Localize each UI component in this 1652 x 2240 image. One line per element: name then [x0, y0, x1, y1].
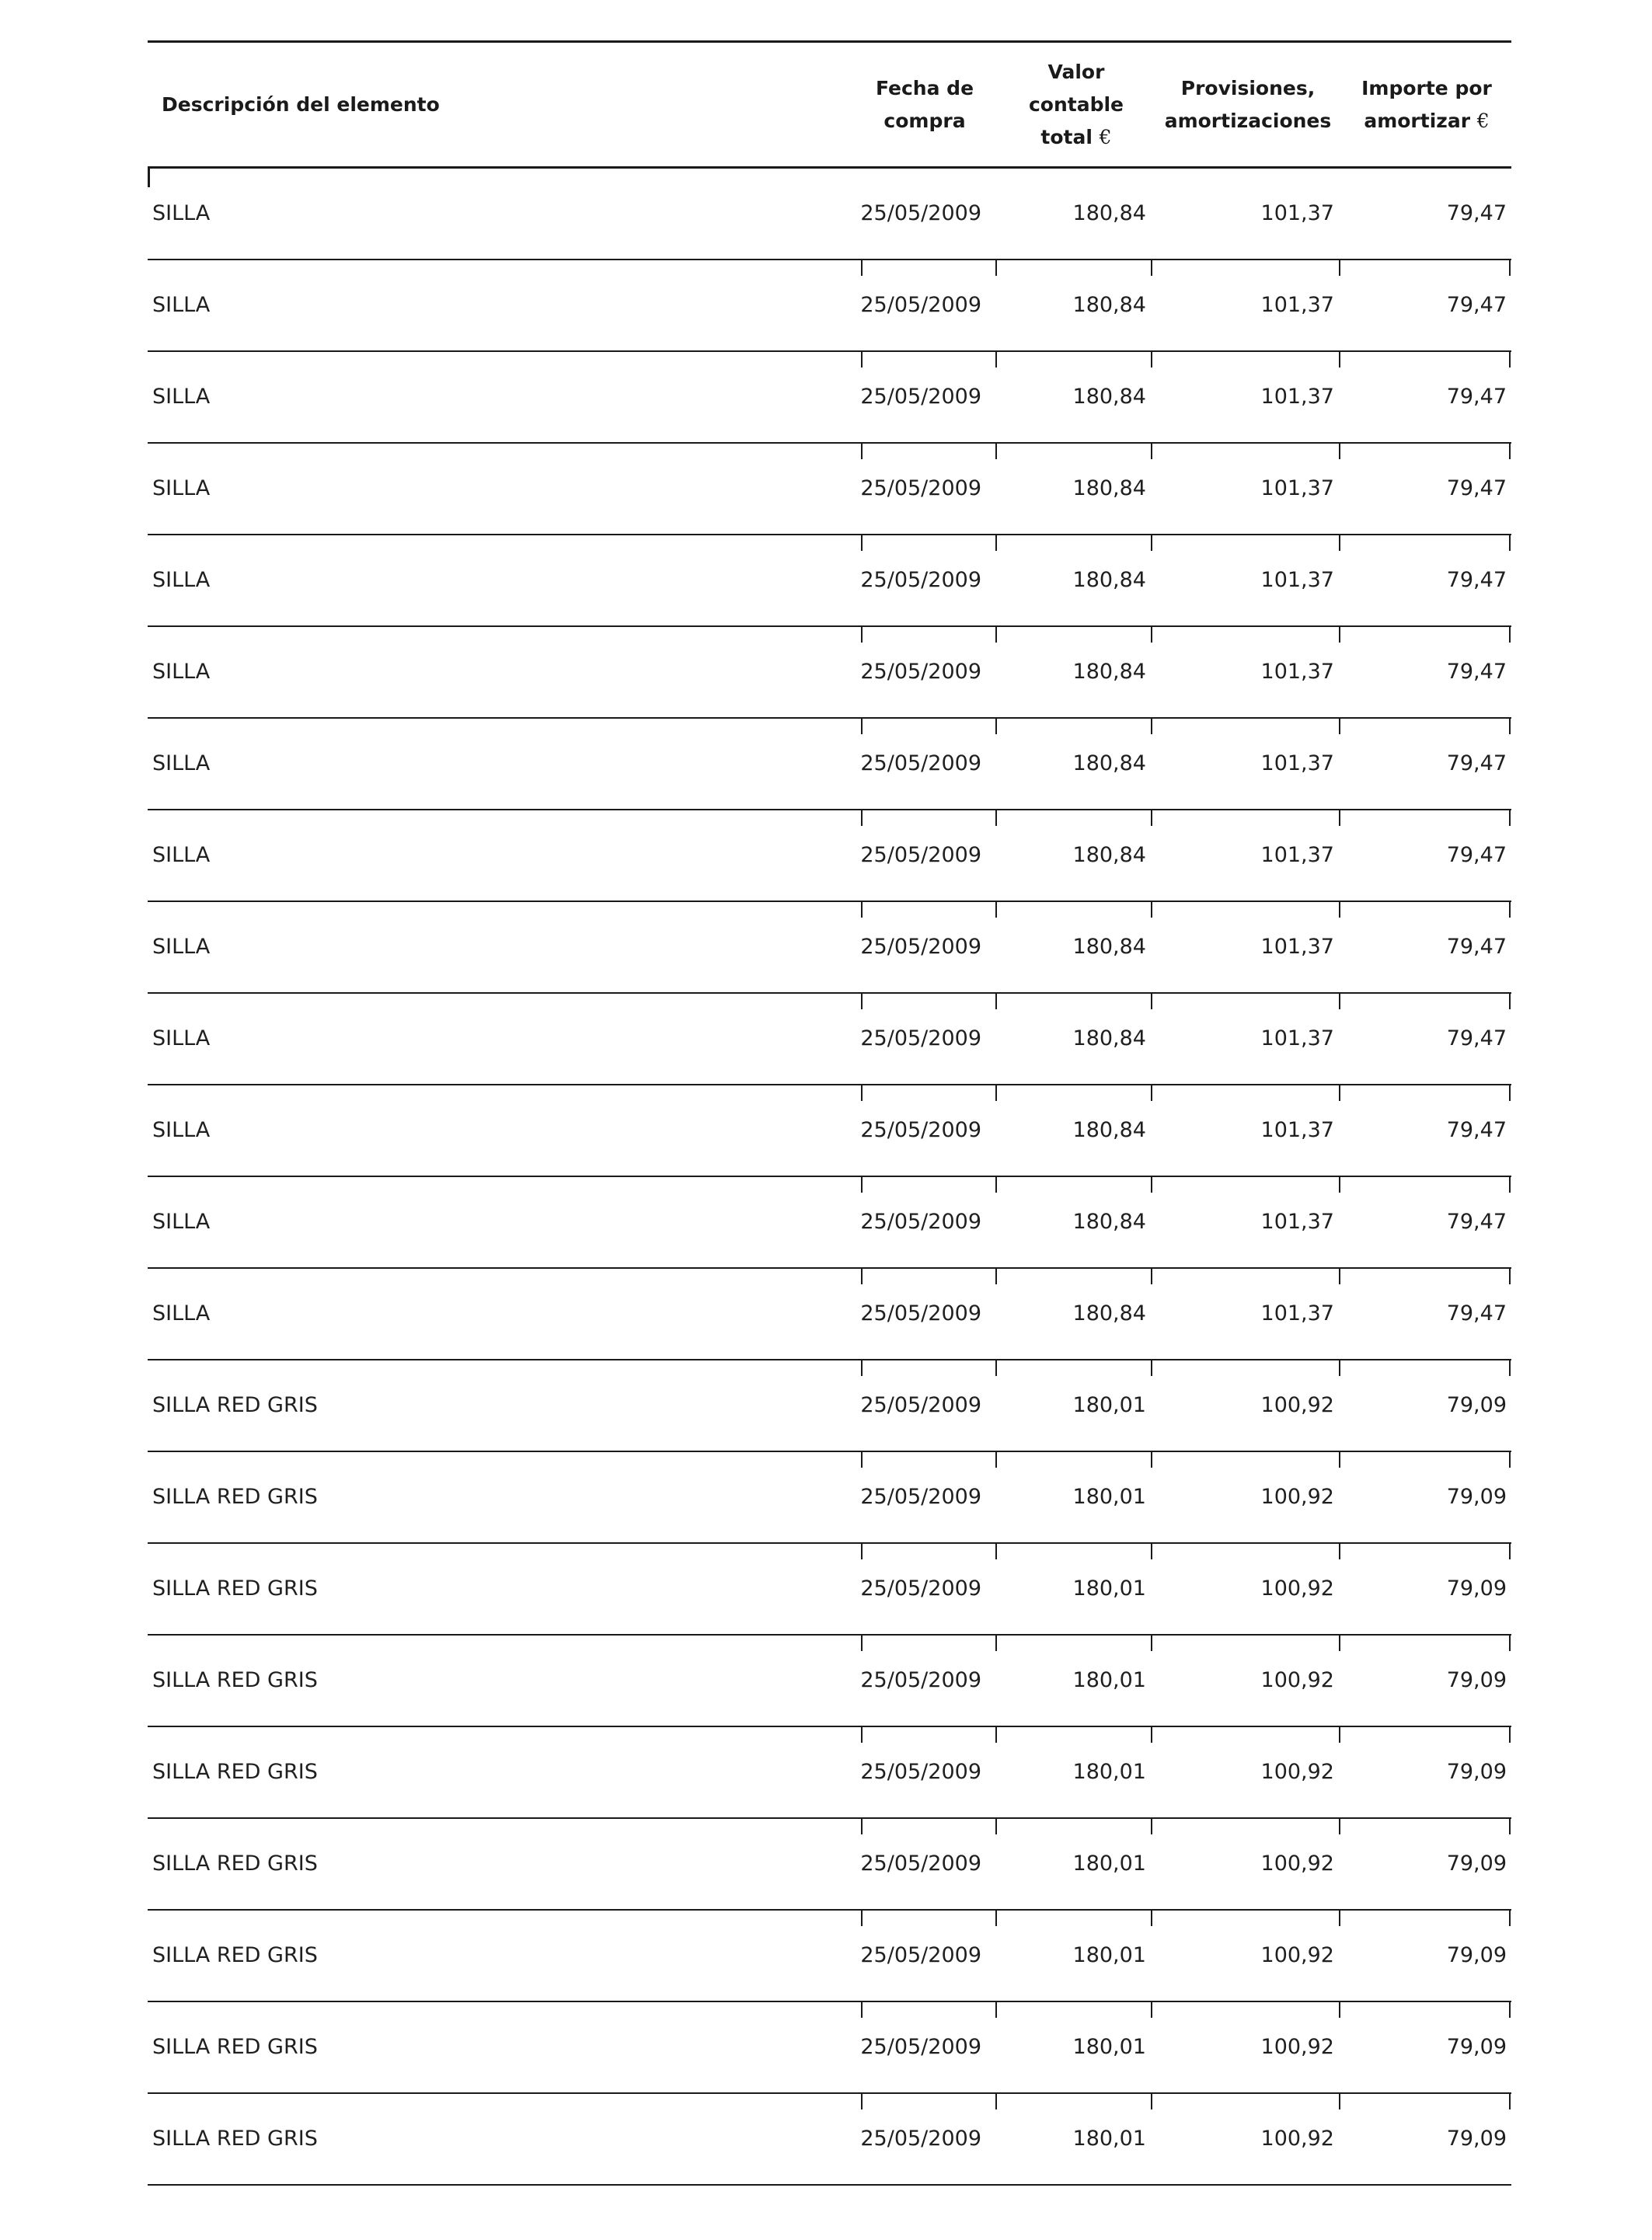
cell-importe-amortizar: 79,47 — [1446, 293, 1507, 317]
cell-fecha-compra: 25/05/2009 — [860, 1210, 981, 1234]
table-row — [148, 994, 1511, 1085]
column-tick-mark — [1151, 1911, 1152, 1926]
column-tick-mark — [1509, 1911, 1511, 1926]
column-tick-mark — [1339, 627, 1340, 643]
cell-descripcion: SILLA RED GRIS — [152, 1760, 318, 1784]
column-tick-mark — [1509, 1727, 1511, 1743]
table-row — [148, 627, 1511, 719]
column-tick-mark — [1509, 902, 1511, 918]
column-tick-mark — [1151, 352, 1152, 368]
column-tick-mark — [995, 719, 997, 734]
cell-provisiones: 101,37 — [1260, 935, 1334, 959]
cell-valor-contable: 180,01 — [1072, 1485, 1146, 1509]
column-tick-mark — [1339, 2094, 1340, 2109]
column-tick-mark — [995, 1269, 997, 1284]
cell-provisiones: 100,92 — [1260, 1393, 1334, 1417]
column-tick-mark — [1339, 444, 1340, 459]
column-tick-mark — [1339, 719, 1340, 734]
cell-descripcion: SILLA RED GRIS — [152, 2127, 318, 2151]
table-row — [148, 1177, 1511, 1269]
cell-provisiones: 100,92 — [1260, 1668, 1334, 1692]
header-valor-contable-label: Valor contable total — [1028, 60, 1124, 148]
cell-descripcion: SILLA — [152, 1301, 211, 1326]
column-tick-mark — [1509, 1636, 1511, 1651]
cell-valor-contable: 180,01 — [1072, 1943, 1146, 1967]
cell-valor-contable: 180,84 — [1072, 201, 1146, 225]
cell-importe-amortizar: 79,47 — [1446, 1210, 1507, 1234]
cell-provisiones: 101,37 — [1260, 476, 1334, 500]
column-tick-mark — [1151, 444, 1152, 459]
column-tick-mark — [1509, 1544, 1511, 1559]
cell-importe-amortizar: 79,47 — [1446, 568, 1507, 592]
cell-importe-amortizar: 79,47 — [1446, 476, 1507, 500]
cell-importe-amortizar: 79,09 — [1446, 1943, 1507, 1967]
column-tick-mark — [1151, 535, 1152, 551]
column-tick-mark — [995, 260, 997, 276]
column-tick-mark — [1509, 260, 1511, 276]
column-tick-mark — [1151, 1452, 1152, 1468]
column-tick-mark — [1339, 902, 1340, 918]
column-tick-mark — [1339, 1636, 1340, 1651]
cell-valor-contable: 180,84 — [1072, 1301, 1146, 1326]
cell-importe-amortizar: 79,47 — [1446, 385, 1507, 409]
column-tick-mark — [995, 1727, 997, 1743]
cell-fecha-compra: 25/05/2009 — [860, 1485, 981, 1509]
table-row — [148, 1452, 1511, 1544]
cell-importe-amortizar: 79,09 — [1446, 1576, 1507, 1601]
cell-provisiones: 101,37 — [1260, 660, 1334, 684]
column-tick-mark — [1339, 1911, 1340, 1926]
cell-valor-contable: 180,84 — [1072, 843, 1146, 867]
cell-provisiones: 101,37 — [1260, 1118, 1334, 1142]
cell-fecha-compra: 25/05/2009 — [860, 1118, 981, 1142]
cell-fecha-compra: 25/05/2009 — [860, 1576, 981, 1601]
cell-descripcion: SILLA RED GRIS — [152, 1485, 318, 1509]
cell-fecha-compra: 25/05/2009 — [860, 476, 981, 500]
cell-descripcion: SILLA — [152, 1210, 211, 1234]
column-tick-mark — [1151, 994, 1152, 1009]
column-tick-mark — [1151, 1360, 1152, 1376]
cell-descripcion: SILLA — [152, 751, 211, 775]
column-tick-mark — [1509, 627, 1511, 643]
column-tick-mark — [995, 352, 997, 368]
table-row — [148, 1911, 1511, 2002]
cell-fecha-compra: 25/05/2009 — [860, 1760, 981, 1784]
table-header — [148, 43, 1511, 169]
table-row — [148, 1269, 1511, 1360]
cell-fecha-compra: 25/05/2009 — [860, 2035, 981, 2059]
cell-valor-contable: 180,01 — [1072, 1852, 1146, 1876]
column-tick-mark — [995, 1544, 997, 1559]
cell-valor-contable: 180,01 — [1072, 2127, 1146, 2151]
cell-descripcion: SILLA — [152, 568, 211, 592]
column-tick-mark — [1339, 1360, 1340, 1376]
table-row — [148, 352, 1511, 444]
cell-importe-amortizar: 79,47 — [1446, 1026, 1507, 1050]
cell-provisiones: 100,92 — [1260, 1485, 1334, 1509]
cell-importe-amortizar: 79,47 — [1446, 935, 1507, 959]
cell-importe-amortizar: 79,09 — [1446, 1852, 1507, 1876]
header-valor-euro-symbol: € — [1099, 125, 1112, 148]
cell-importe-amortizar: 79,09 — [1446, 1393, 1507, 1417]
column-tick-mark — [995, 810, 997, 826]
cell-descripcion: SILLA — [152, 1118, 211, 1142]
cell-importe-amortizar: 79,09 — [1446, 2127, 1507, 2151]
table-row — [148, 1727, 1511, 1819]
column-tick-mark — [995, 1360, 997, 1376]
column-tick-mark — [995, 444, 997, 459]
cell-importe-amortizar: 79,09 — [1446, 1668, 1507, 1692]
cell-importe-amortizar: 79,47 — [1446, 1118, 1507, 1142]
cell-provisiones: 101,37 — [1260, 1301, 1334, 1326]
cell-provisiones: 101,37 — [1260, 201, 1334, 225]
cell-valor-contable: 180,84 — [1072, 660, 1146, 684]
column-tick-mark — [995, 2094, 997, 2109]
column-tick-mark — [1151, 1819, 1152, 1834]
table-row — [148, 2094, 1511, 2186]
header-valor-contable — [999, 43, 1154, 166]
cell-fecha-compra: 25/05/2009 — [860, 201, 981, 225]
column-tick-mark — [1339, 1085, 1340, 1101]
cell-fecha-compra: 25/05/2009 — [860, 568, 981, 592]
cell-provisiones: 100,92 — [1260, 1576, 1334, 1601]
column-tick-mark — [1509, 719, 1511, 734]
column-tick-mark — [1151, 719, 1152, 734]
column-tick-mark — [1509, 352, 1511, 368]
column-tick-mark — [1151, 2094, 1152, 2109]
cell-descripcion: SILLA — [152, 201, 211, 225]
cell-valor-contable: 180,84 — [1072, 293, 1146, 317]
cell-valor-contable: 180,84 — [1072, 1026, 1146, 1050]
cell-descripcion: SILLA RED GRIS — [152, 1393, 318, 1417]
cell-descripcion: SILLA RED GRIS — [152, 1852, 318, 1876]
table-row — [148, 719, 1511, 810]
column-tick-mark — [995, 535, 997, 551]
table-row — [148, 1360, 1511, 1452]
column-tick-mark — [995, 2002, 997, 2018]
column-tick-mark — [995, 1085, 997, 1101]
cell-provisiones: 100,92 — [1260, 1943, 1334, 1967]
cell-descripcion: SILLA — [152, 843, 211, 867]
column-tick-mark — [1339, 535, 1340, 551]
column-tick-mark — [1151, 810, 1152, 826]
cell-fecha-compra: 25/05/2009 — [860, 1668, 981, 1692]
column-tick-mark — [1509, 535, 1511, 551]
column-tick-mark — [1151, 1269, 1152, 1284]
column-tick-mark — [1339, 994, 1340, 1009]
column-tick-mark — [1339, 1269, 1340, 1284]
cell-provisiones: 101,37 — [1260, 751, 1334, 775]
cell-fecha-compra: 25/05/2009 — [860, 935, 981, 959]
column-tick-mark — [995, 627, 997, 643]
column-tick-mark — [1509, 1452, 1511, 1468]
column-tick-mark — [995, 1452, 997, 1468]
column-tick-mark — [1509, 1177, 1511, 1193]
column-tick-mark — [995, 1819, 997, 1834]
cell-valor-contable: 180,01 — [1072, 2035, 1146, 2059]
column-tick-mark — [995, 1177, 997, 1193]
table-row — [148, 1085, 1511, 1177]
cell-descripcion: SILLA — [152, 293, 211, 317]
cell-descripcion: SILLA RED GRIS — [152, 1576, 318, 1601]
cell-descripcion: SILLA — [152, 660, 211, 684]
column-tick-mark — [1151, 902, 1152, 918]
table-row — [148, 1544, 1511, 1636]
cell-provisiones: 101,37 — [1260, 385, 1334, 409]
table-row — [148, 169, 1511, 260]
column-tick-mark — [1339, 260, 1340, 276]
table-row — [148, 1819, 1511, 1911]
row-corner-mark — [148, 169, 150, 187]
table-row — [148, 902, 1511, 994]
column-tick-mark — [1339, 2002, 1340, 2018]
column-tick-mark — [1339, 1177, 1340, 1193]
asset-table — [148, 40, 1511, 2186]
cell-valor-contable: 180,84 — [1072, 1210, 1146, 1234]
cell-valor-contable: 180,01 — [1072, 1393, 1146, 1417]
cell-importe-amortizar: 79,47 — [1446, 660, 1507, 684]
cell-fecha-compra: 25/05/2009 — [860, 1301, 981, 1326]
column-tick-mark — [1509, 1269, 1511, 1284]
cell-provisiones: 100,92 — [1260, 1852, 1334, 1876]
cell-fecha-compra: 25/05/2009 — [860, 660, 981, 684]
column-tick-mark — [1339, 1819, 1340, 1834]
cell-fecha-compra: 25/05/2009 — [860, 2127, 981, 2151]
cell-descripcion: SILLA — [152, 385, 211, 409]
table-row — [148, 535, 1511, 627]
column-tick-mark — [1339, 810, 1340, 826]
cell-valor-contable: 180,01 — [1072, 1668, 1146, 1692]
cell-valor-contable: 180,84 — [1072, 751, 1146, 775]
column-tick-mark — [1339, 1544, 1340, 1559]
table-row — [148, 810, 1511, 902]
header-descripcion: Descripción del elemento — [162, 92, 440, 116]
column-tick-mark — [1509, 1819, 1511, 1834]
column-tick-mark — [1151, 2002, 1152, 2018]
column-tick-mark — [995, 1636, 997, 1651]
column-tick-mark — [1509, 994, 1511, 1009]
column-tick-mark — [1151, 260, 1152, 276]
column-tick-mark — [1339, 352, 1340, 368]
cell-valor-contable: 180,84 — [1072, 1118, 1146, 1142]
cell-provisiones: 100,92 — [1260, 1760, 1334, 1784]
cell-provisiones: 101,37 — [1260, 568, 1334, 592]
column-tick-mark — [1151, 1636, 1152, 1651]
header-importe-label: Importe por amortizar — [1361, 76, 1492, 132]
cell-importe-amortizar: 79,47 — [1446, 843, 1507, 867]
column-tick-mark — [1509, 1085, 1511, 1101]
column-tick-mark — [1339, 1727, 1340, 1743]
cell-fecha-compra: 25/05/2009 — [860, 751, 981, 775]
header-importe-amortizar — [1342, 43, 1511, 166]
column-tick-mark — [1509, 2094, 1511, 2109]
cell-valor-contable: 180,84 — [1072, 476, 1146, 500]
cell-valor-contable: 180,01 — [1072, 1760, 1146, 1784]
cell-provisiones: 101,37 — [1260, 843, 1334, 867]
column-tick-mark — [1509, 444, 1511, 459]
cell-importe-amortizar: 79,47 — [1446, 1301, 1507, 1326]
table-row — [148, 2002, 1511, 2094]
cell-descripcion: SILLA RED GRIS — [152, 1943, 318, 1967]
cell-valor-contable: 180,84 — [1072, 935, 1146, 959]
header-importe-euro-symbol: € — [1476, 109, 1490, 132]
cell-descripcion: SILLA — [152, 1026, 211, 1050]
cell-descripcion: SILLA RED GRIS — [152, 1668, 318, 1692]
cell-fecha-compra: 25/05/2009 — [860, 1393, 981, 1417]
cell-fecha-compra: 25/05/2009 — [860, 843, 981, 867]
column-tick-mark — [995, 1911, 997, 1926]
cell-provisiones: 101,37 — [1260, 1210, 1334, 1234]
column-tick-mark — [995, 902, 997, 918]
column-tick-mark — [1339, 1452, 1340, 1468]
column-tick-mark — [1509, 810, 1511, 826]
cell-importe-amortizar: 79,09 — [1446, 1485, 1507, 1509]
cell-fecha-compra: 25/05/2009 — [860, 1852, 981, 1876]
cell-fecha-compra: 25/05/2009 — [860, 293, 981, 317]
table-row — [148, 1636, 1511, 1727]
cell-fecha-compra: 25/05/2009 — [860, 1943, 981, 1967]
column-tick-mark — [995, 994, 997, 1009]
cell-descripcion: SILLA RED GRIS — [152, 2035, 318, 2059]
cell-provisiones: 101,37 — [1260, 293, 1334, 317]
table-row — [148, 260, 1511, 352]
cell-provisiones: 100,92 — [1260, 2127, 1334, 2151]
column-tick-mark — [1151, 627, 1152, 643]
column-tick-mark — [1509, 1360, 1511, 1376]
column-tick-mark — [1151, 1177, 1152, 1193]
cell-provisiones: 101,37 — [1260, 1026, 1334, 1050]
column-tick-mark — [1509, 2002, 1511, 2018]
column-tick-mark — [1151, 1544, 1152, 1559]
cell-valor-contable: 180,01 — [1072, 1576, 1146, 1601]
cell-importe-amortizar: 79,09 — [1446, 2035, 1507, 2059]
cell-descripcion: SILLA — [152, 935, 211, 959]
cell-importe-amortizar: 79,09 — [1446, 1760, 1507, 1784]
cell-provisiones: 100,92 — [1260, 2035, 1334, 2059]
table-body — [148, 169, 1511, 2186]
header-provisiones: Provisiones, amortizaciones — [1164, 76, 1332, 132]
cell-fecha-compra: 25/05/2009 — [860, 385, 981, 409]
cell-valor-contable: 180,84 — [1072, 385, 1146, 409]
cell-valor-contable: 180,84 — [1072, 568, 1146, 592]
table-row — [148, 444, 1511, 535]
cell-descripcion: SILLA — [152, 476, 211, 500]
cell-importe-amortizar: 79,47 — [1446, 201, 1507, 225]
cell-fecha-compra: 25/05/2009 — [860, 1026, 981, 1050]
header-fecha-compra: Fecha de compra — [875, 76, 974, 132]
column-tick-mark — [1151, 1727, 1152, 1743]
column-tick-mark — [1151, 1085, 1152, 1101]
cell-importe-amortizar: 79,47 — [1446, 751, 1507, 775]
